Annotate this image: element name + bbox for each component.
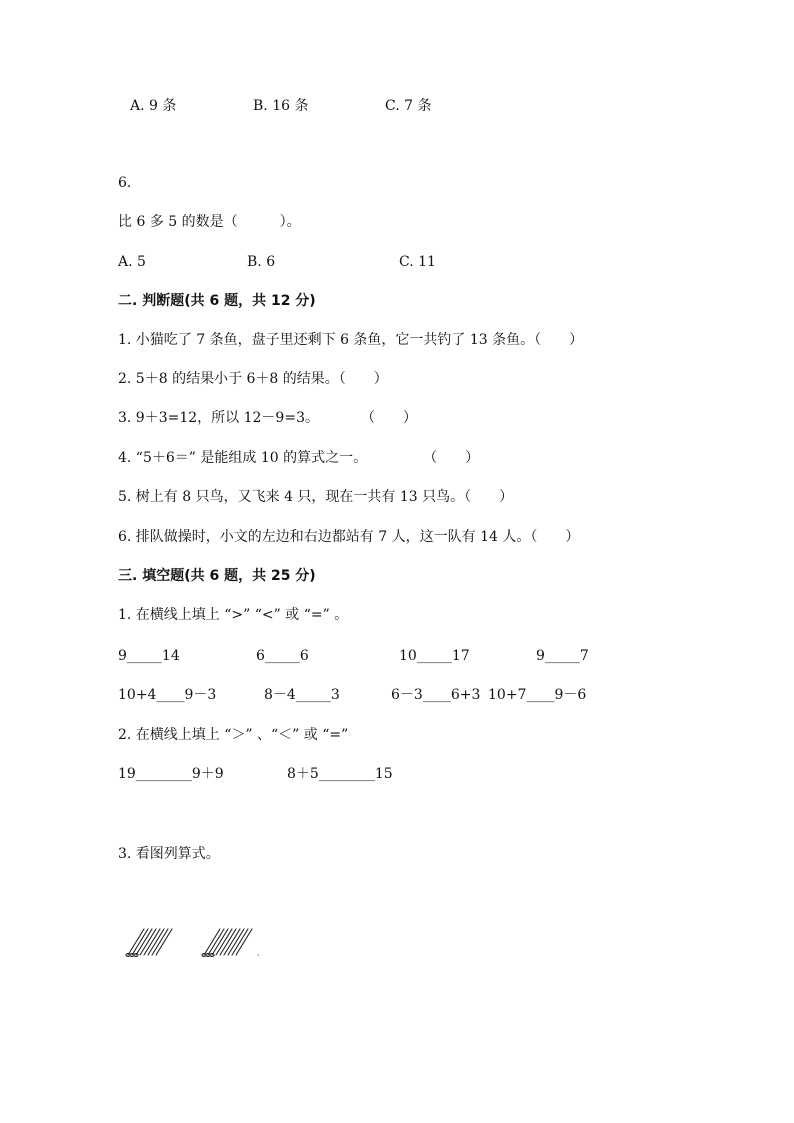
q6-number: 6. — [118, 175, 132, 191]
judge-item-3: 3. 9＋3=12，所以 12－9=3。 （ ） — [118, 410, 417, 426]
fill-q2-prompt: 2. 在横线上填上 “＞” 、“＜” 或 “=” — [118, 727, 349, 743]
compare-item: 9_____14 — [118, 648, 180, 664]
compare-item: 8＋5________15 — [287, 766, 393, 782]
judge-item-5: 5. 树上有 8 只鸟，又飞来 4 只，现在一共有 13 只鸟。（ ） — [118, 489, 514, 505]
judge-item-1: 1. 小猫吃了 7 条鱼，盘子里还剩下 6 条鱼，它一共钓了 13 条鱼。（ ） — [118, 332, 584, 348]
q6-option-c: C. 11 — [399, 254, 436, 270]
sticks-bundle-icon — [124, 925, 176, 959]
compare-item: 10+7____9－6 — [488, 687, 587, 703]
fill-q3-prompt: 3. 看图列算式。 — [118, 846, 220, 862]
judge-item-4: 4. “5＋6＝” 是能组成 10 的算式之一。 （ ） — [118, 450, 480, 466]
fill-q1-prompt: 1. 在横线上填上 “>” “<” 或 “=” 。 — [118, 607, 349, 623]
q6-stem: 比 6 多 5 的数是（ ）。 — [118, 214, 301, 230]
q5-option-a: A. 9 条 — [130, 98, 177, 114]
tiny-mark: · — [257, 951, 260, 960]
section3-heading: 三. 填空题(共 6 题，共 25 分) — [118, 568, 316, 584]
q6-option-b: B. 6 — [247, 254, 276, 270]
judge-item-6: 6. 排队做操时，小文的左边和右边都站有 7 人，这一队有 14 人。（ ） — [118, 529, 580, 545]
compare-item: 6_____6 — [256, 648, 309, 664]
judge-item-2: 2. 5＋8 的结果小于 6＋8 的结果。（ ） — [118, 371, 388, 387]
compare-item: 8－4_____3 — [264, 687, 340, 703]
sticks-bundle-icon — [200, 925, 260, 959]
section2-heading: 二. 判断题(共 6 题，共 12 分) — [118, 293, 316, 309]
q5-option-c: C. 7 条 — [385, 98, 432, 114]
q6-option-a: A. 5 — [118, 254, 146, 270]
q5-option-b: B. 16 条 — [253, 98, 309, 114]
compare-item: 10+4____9－3 — [118, 687, 217, 703]
compare-item: 6－3____6+3 — [391, 687, 481, 703]
compare-item: 10_____17 — [399, 648, 470, 664]
compare-item: 19________9＋9 — [118, 766, 224, 782]
compare-item: 9_____7 — [536, 648, 589, 664]
